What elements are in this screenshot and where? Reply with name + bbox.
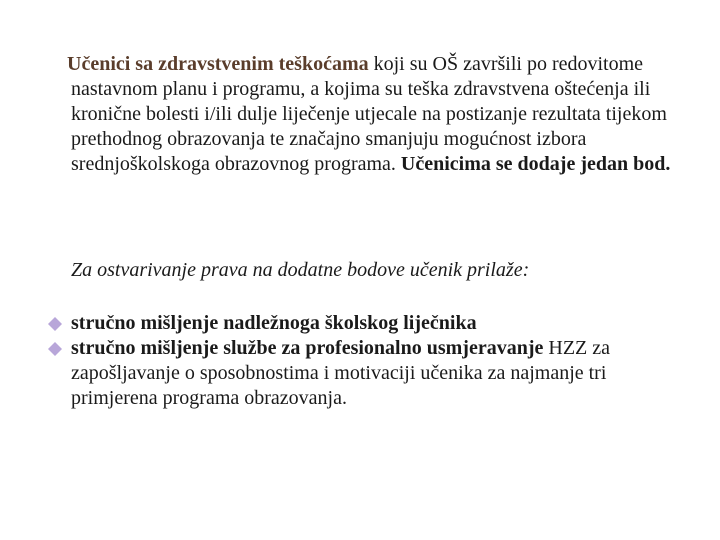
diamond-bullet-icon	[48, 317, 62, 331]
intro-lead-bold: Učenici sa zdravstvenim teškoćama	[67, 53, 369, 75]
requirements-heading: Za ostvarivanje prava na dodatne bodove učenik prilaže:	[71, 259, 530, 281]
requirements-list	[48, 311, 688, 411]
intro-tail-bold: Učenicima se dodaje jedan bod.	[400, 153, 671, 175]
list-item-text: HZZ za zapošljavanje o sposobnostima i motivaciji učenika za najmanje tri primjerena programa obrazovanja.	[71, 337, 611, 409]
intro-body-text: koji su OŠ završili po redovitome nastavnom planu i programu, a kojima su teška zdravstvena oštećenja ili kronične bolesti i/ili dulje liječenje utjecale na postizanje rezultata tijekom prethodnog obrazovanja te značajno smanjuju mogućnost izbora srednjoškolskoga obrazovnog programa.	[71, 53, 667, 175]
list-item	[48, 311, 688, 336]
list-item-bold: stručno mišljenje službe za profesionalno usmjeravanje	[71, 337, 544, 359]
list-item	[48, 336, 688, 411]
diamond-bullet-icon	[48, 342, 62, 356]
intro-paragraph	[67, 52, 671, 177]
list-item-bold: stručno mišljenje nadležnoga školskog liječnika	[71, 312, 477, 334]
